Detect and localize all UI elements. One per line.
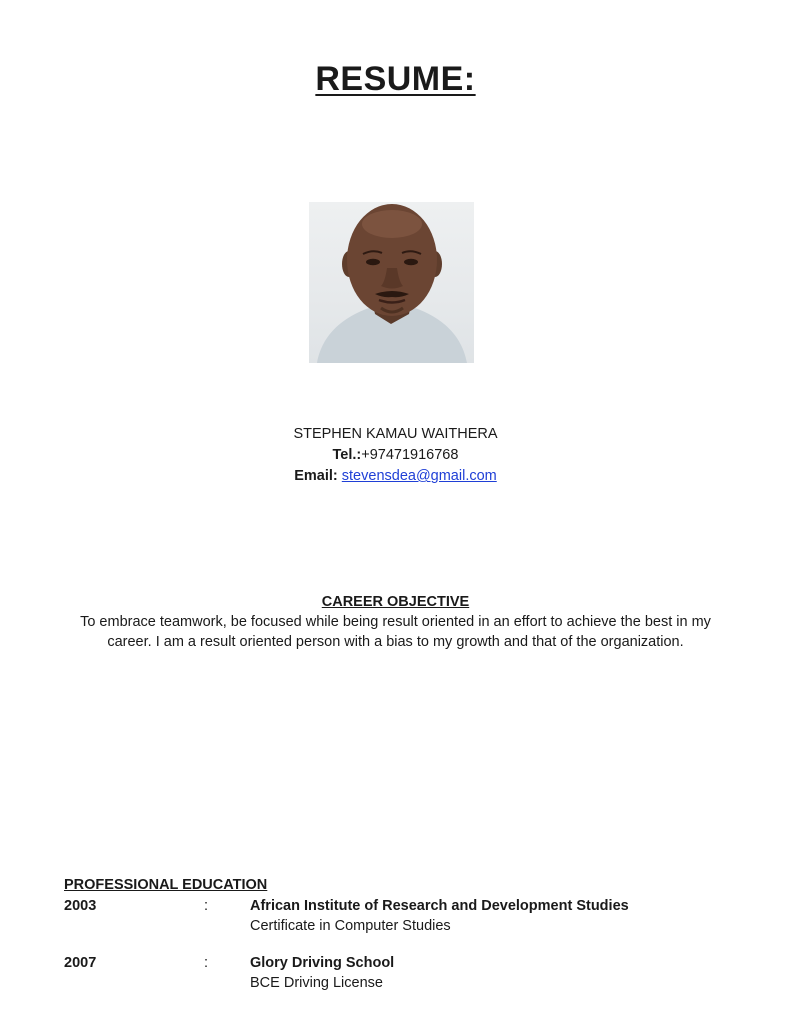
contact-block xyxy=(0,424,791,487)
telephone-label: Tel.: xyxy=(332,447,362,463)
education-separator: : xyxy=(204,898,209,914)
career-objective-text: To embrace teamwork, be focused while being result oriented in an effort to achieve the best in my career. I am a result oriented person with a bias to my growth and that of the organization. xyxy=(80,614,711,650)
professional-education-heading: PROFESSIONAL EDUCATION xyxy=(64,877,268,893)
education-institution: Glory Driving School xyxy=(250,955,395,971)
email-link[interactable]: stevensdea@gmail.com xyxy=(341,468,497,484)
email-line xyxy=(0,466,791,487)
resume-title: RESUME: xyxy=(315,60,476,98)
profile-photo xyxy=(309,202,474,363)
email-label: Email: xyxy=(294,468,338,484)
education-year: 2003 xyxy=(64,898,97,914)
telephone-line xyxy=(0,445,791,466)
education-year: 2007 xyxy=(64,955,97,971)
education-award: Certificate in Computer Studies xyxy=(250,918,451,934)
education-award: BCE Driving License xyxy=(250,975,383,991)
career-objective-heading: CAREER OBJECTIVE xyxy=(321,594,470,610)
education-institution: African Institute of Research and Development Studies xyxy=(250,898,629,914)
education-separator: : xyxy=(204,955,209,971)
applicant-name: STEPHEN KAMAU WAITHERA xyxy=(293,426,498,442)
telephone-value: +97471916768 xyxy=(361,447,459,463)
